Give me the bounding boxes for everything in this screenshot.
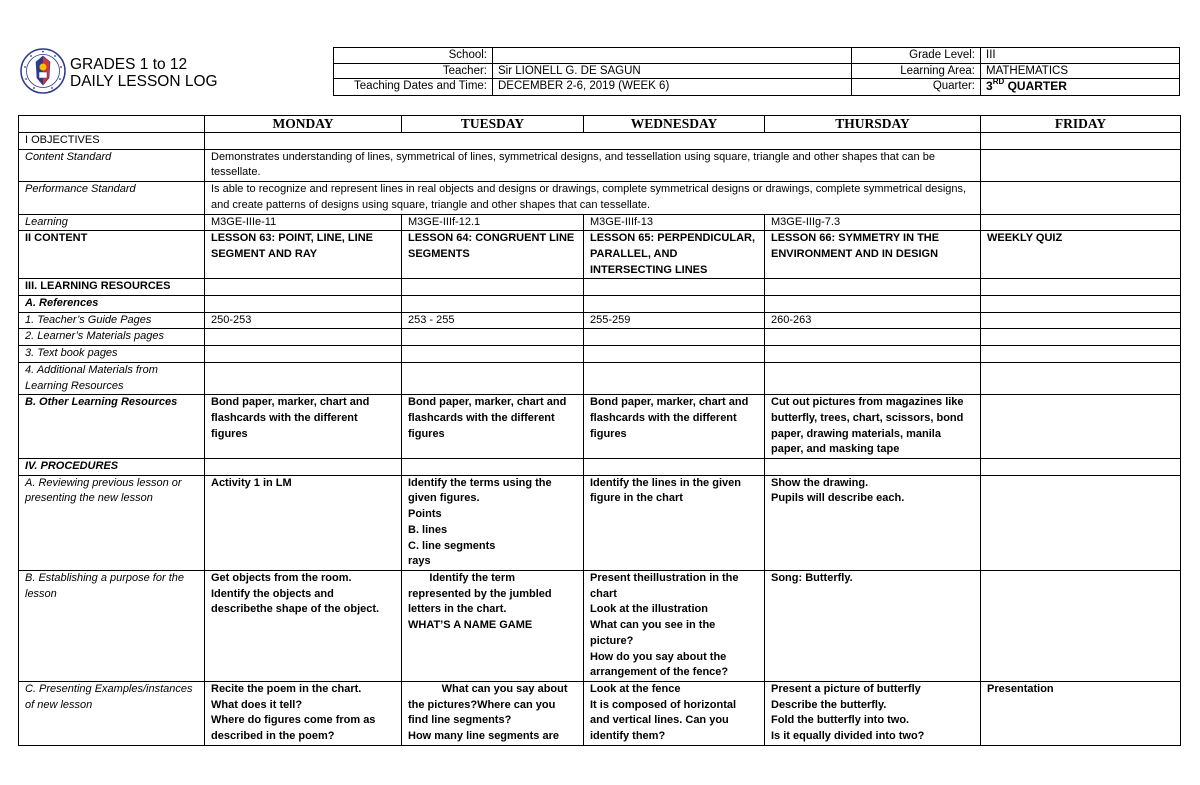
row-label-purpose: B. Establishing a purpose for the lesson [19, 570, 205, 681]
purpose-wednesday-line: How do you say about the arrangement of the fence? [590, 650, 729, 679]
teacher-value: Sir LIONELL G. DE SAGUN [493, 63, 852, 79]
presenting-monday-line: Recite the poem in the chart. [211, 682, 362, 695]
presenting-friday-line: Presentation [987, 682, 1054, 695]
row-label-other-resources: B. Other Learning Resources [19, 395, 205, 459]
review-friday [981, 475, 1181, 570]
row-label-learners-materials: 2. Learner’s Materials pages [19, 329, 205, 346]
title-line-1: GRADES 1 to 12 [70, 56, 188, 73]
learning-code-tuesday: M3GE-IIIf-12.1 [402, 214, 584, 231]
table-row [19, 214, 1181, 231]
review-tuesday-line: Identify the terms using the given figures. [408, 476, 552, 505]
lesson-log-table [18, 115, 1181, 746]
corner-cell [19, 116, 205, 133]
presenting-monday [205, 681, 402, 745]
tg-friday [981, 312, 1181, 329]
purpose-monday [205, 570, 402, 681]
table-row [19, 182, 1181, 214]
purpose-tuesday-line: Identify the term represented by the jumbled letters in the chart. [408, 571, 555, 616]
presenting-friday [981, 681, 1181, 745]
other-monday: Bond paper, marker, chart and flashcards with the different figures [205, 395, 402, 459]
row-label-resources: III. LEARNING RESOURCES [19, 279, 205, 296]
purpose-thursday [765, 570, 981, 681]
review-thursday-line: Pupils will describe each. [771, 492, 905, 505]
review-thursday-line: Show the drawing. [771, 476, 869, 489]
dates-value: DECEMBER 2-6, 2019 (WEEK 6) [493, 79, 852, 96]
learning-code-wednesday: M3GE-IIIf-13 [584, 214, 765, 231]
row-label-text-book: 3. Text book pages [19, 346, 205, 363]
area-label: Learning Area: [852, 63, 981, 79]
purpose-thursday-line: Song: Butterfly. [771, 571, 853, 584]
other-friday [981, 395, 1181, 459]
page-title [70, 56, 218, 90]
table-row [19, 346, 1181, 363]
learning-code-monday: M3GE-IIIe-11 [205, 214, 402, 231]
tg-monday: 250-253 [205, 312, 402, 329]
table-row [19, 296, 1181, 313]
presenting-thursday-line: Fold the butterfly into two. [771, 714, 910, 727]
table-row [19, 312, 1181, 329]
row-label-learning: Learning [19, 214, 205, 231]
learning-code-thursday: M3GE-IIIg-7.3 [765, 214, 981, 231]
tg-tuesday: 253 - 255 [402, 312, 584, 329]
purpose-tuesday [402, 570, 584, 681]
presenting-thursday-line: Present a picture of butterfly [771, 682, 921, 695]
day-header-wednesday: WEDNESDAY [584, 116, 765, 133]
purpose-wednesday-line: Look at the illustration [590, 603, 708, 616]
presenting-thursday [765, 681, 981, 745]
purpose-monday-line: Identify the objects and describethe shape of the object. [211, 587, 380, 616]
area-value: MATHEMATICS [981, 63, 1180, 79]
table-row [19, 395, 1181, 459]
review-thursday [765, 475, 981, 570]
learning-code-friday [981, 214, 1181, 231]
table-row [19, 459, 1181, 476]
content-standard-text: Demonstrates understanding of lines, symmetrical of lines, symmetrical designs, and tessellation using square, triangle and other shapes that can be tessellate. [205, 149, 981, 181]
quarter-suffix: RD [992, 78, 1005, 86]
other-thursday: Cut out pictures from magazines like butterfly, trees, chart, scissors, bond paper, drawing materials, manila paper, and masking tape [765, 395, 981, 459]
day-header-friday: FRIDAY [981, 116, 1181, 133]
presenting-wednesday-line: It is composed of horizontal and vertical lines. Can you identify them? [590, 698, 737, 743]
performance-standard-text: Is able to recognize and represent lines in real objects and designs or drawings, complete symmetrical designs or drawings, complete symmetrical designs, and create patterns of designs using square, triangle and other shapes that can tessellate. [205, 182, 981, 214]
row-label-reviewing: A. Reviewing previous lesson or presenting the new lesson [19, 475, 205, 570]
presenting-thursday-line: Describe the butterfly. [771, 698, 887, 711]
content-tuesday: LESSON 64: CONGRUENT LINE SEGMENTS [402, 231, 584, 279]
row-label-performance-standard: Performance Standard [19, 182, 205, 214]
content-friday: WEEKLY QUIZ [981, 231, 1181, 279]
title-line-2: DAILY LESSON LOG [70, 73, 218, 90]
presenting-tuesday-line: How many line segments are [408, 730, 559, 743]
review-tuesday-line: C. line segments [408, 539, 496, 552]
presenting-thursday-line: Is it equally divided into two? [771, 730, 925, 743]
table-row [19, 362, 1181, 394]
teacher-label: Teacher: [334, 63, 493, 79]
purpose-wednesday-line: Present theillustration in the chart [590, 571, 739, 600]
review-tuesday [402, 475, 584, 570]
purpose-wednesday-line: What can you see in the picture? [590, 619, 716, 647]
row-label-references: A. References [19, 296, 205, 313]
day-header-monday: MONDAY [205, 116, 402, 133]
quarter-word: QUARTER [1004, 79, 1067, 93]
purpose-friday [981, 570, 1181, 681]
review-monday-line: Activity 1 in LM [211, 476, 292, 489]
row-label-procedures: IV. PROCEDURES [19, 459, 205, 476]
purpose-monday-line: Get objects from the room. [211, 571, 352, 584]
presenting-monday-line: What does it tell? [211, 698, 303, 711]
presenting-wednesday-line: Look at the fence [590, 682, 681, 695]
review-tuesday-line: Points [408, 508, 442, 521]
deped-seal-icon [20, 48, 66, 94]
table-row [19, 133, 1181, 150]
table-row [19, 329, 1181, 346]
tg-thursday: 260-263 [765, 312, 981, 329]
review-wednesday [584, 475, 765, 570]
row-label-teachers-guide: 1. Teacher’s Guide Pages [19, 312, 205, 329]
presenting-wednesday [584, 681, 765, 745]
other-wednesday: Bond paper, marker, chart and flashcards with the different figures [584, 395, 765, 459]
table-row [19, 279, 1181, 296]
other-tuesday: Bond paper, marker, chart and flashcards with the different figures [402, 395, 584, 459]
quarter-label: Quarter: [852, 79, 981, 96]
row-label-content-standard: Content Standard [19, 149, 205, 181]
purpose-wednesday [584, 570, 765, 681]
tg-wednesday: 255-259 [584, 312, 765, 329]
grade-label: Grade Level: [852, 48, 981, 64]
presenting-tuesday-line: What can you say about the pictures?Where can you find line segments? [408, 682, 571, 727]
review-tuesday-line: rays [408, 555, 431, 568]
table-row [19, 570, 1181, 681]
day-header-tuesday: TUESDAY [402, 116, 584, 133]
table-row [19, 149, 1181, 181]
row-label-presenting: C. Presenting Examples/instances of new lesson [19, 681, 205, 745]
quarter-number: 3 [986, 79, 993, 93]
info-table [333, 47, 1180, 96]
presenting-monday-line: Where do figures come from as described in the poem? [211, 714, 376, 743]
content-thursday: LESSON 66: SYMMETRY IN THE ENVIRONMENT AND IN DESIGN [765, 231, 981, 279]
day-header-thursday: THURSDAY [765, 116, 981, 133]
row-label-additional-materials: 4. Additional Materials from Learning Resources [19, 362, 205, 394]
content-monday: LESSON 63: POINT, LINE, LINE SEGMENT AND RAY [205, 231, 402, 279]
table-row [19, 231, 1181, 279]
quarter-value [981, 79, 1180, 96]
review-wednesday-line: Identify the lines in the given figure in the chart [590, 476, 741, 505]
school-value [493, 48, 852, 64]
content-wednesday: LESSON 65: PERPENDICULAR, PARALLEL, AND INTERSECTING LINES [584, 231, 765, 279]
row-label-content: II CONTENT [19, 231, 205, 279]
review-monday [205, 475, 402, 570]
purpose-tuesday-line: WHAT’S A NAME GAME [408, 619, 533, 632]
review-tuesday-line: B. lines [408, 523, 448, 536]
presenting-tuesday [402, 681, 584, 745]
row-label-objectives: I OBJECTIVES [19, 133, 205, 150]
table-row [19, 475, 1181, 570]
table-row [19, 681, 1181, 745]
school-label: School: [334, 48, 493, 64]
grade-value: III [981, 48, 1180, 64]
dates-label: Teaching Dates and Time: [334, 79, 493, 96]
